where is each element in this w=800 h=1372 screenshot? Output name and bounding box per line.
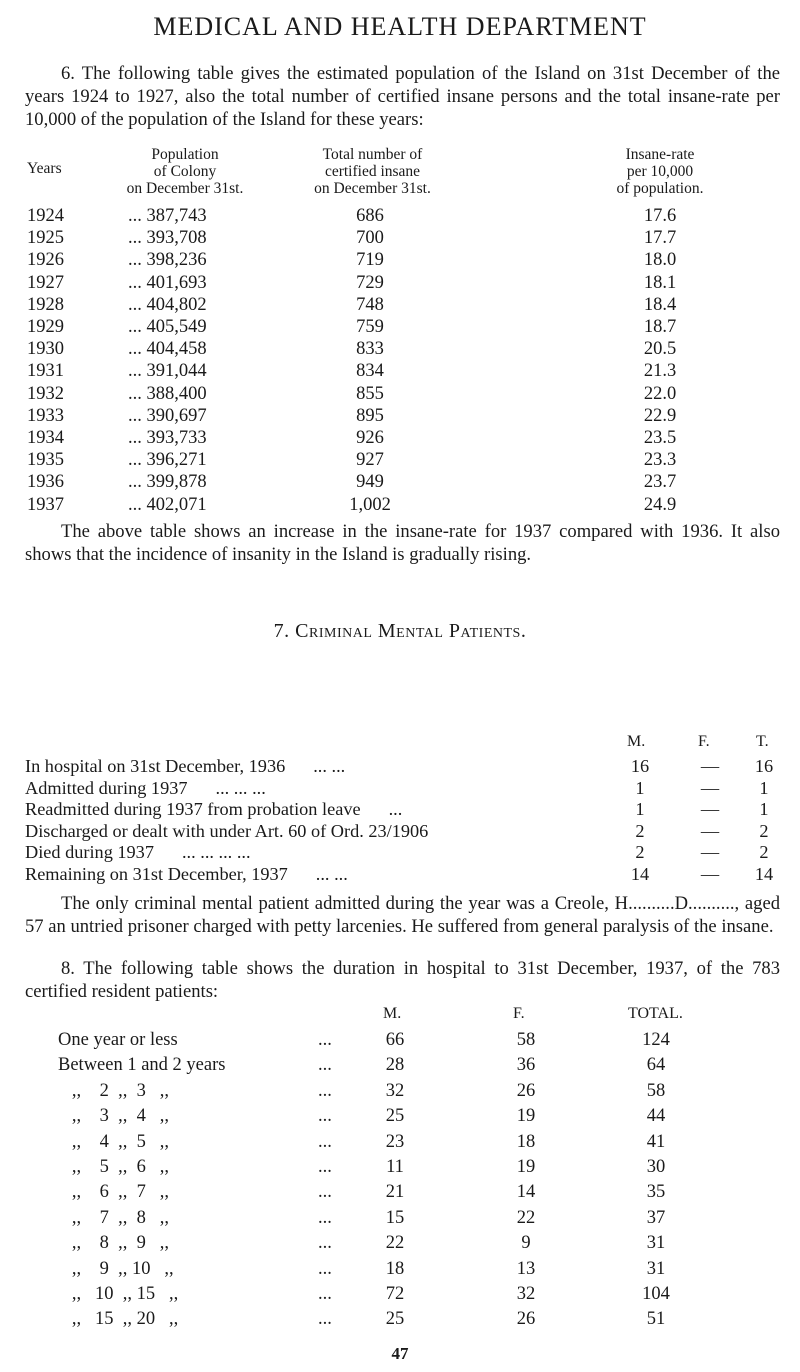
row-label	[25, 821, 625, 842]
duration-label: ,, 3 ,, 4 ,,	[58, 1106, 169, 1127]
total-count-cell: 58	[646, 1080, 666, 1101]
col-header-rate: Insane-rate per 10,000 of population.	[616, 146, 704, 197]
female-count-cell: —	[700, 842, 720, 862]
year-cell: 1935	[27, 450, 64, 471]
total-count-cell: 51	[646, 1309, 666, 1330]
col-header-f: F.	[698, 733, 710, 750]
table-row	[0, 778, 800, 799]
duration-label: One year or less	[58, 1030, 178, 1050]
table-row	[0, 1208, 800, 1233]
leader-dots: ...	[318, 1284, 332, 1304]
section-7-note: The only criminal mental patient admitted during the year was a Creole, H..........D.........., aged 57 an untried prisoner charged with petty larcenies. He suffered from general paralysis of the insane.	[25, 893, 780, 937]
duration-label: ,, 8 ,, 9 ,,	[58, 1233, 169, 1254]
female-count-cell: 19	[516, 1157, 536, 1177]
total-count-cell: 64	[646, 1055, 666, 1076]
insane-count-cell: 855	[356, 383, 384, 404]
population-cell: ... 405,549	[128, 317, 207, 337]
section-7-number: 7.	[273, 620, 296, 642]
leader-dots: ...	[318, 1157, 332, 1177]
row-label	[25, 778, 625, 799]
row-label	[25, 756, 625, 777]
insane-count-cell: 686	[356, 206, 384, 226]
insane-count-cell: 1,002	[349, 494, 391, 515]
total-count-cell: 31	[646, 1258, 666, 1279]
duration-label: ,, 6 ,, 7 ,,	[58, 1182, 169, 1203]
insane-rate-cell: 21.3	[643, 361, 677, 382]
female-count-cell: —	[700, 799, 720, 819]
year-cell: 1936	[27, 472, 64, 493]
row-label-text: Remaining on 31st December, 1937	[25, 863, 288, 884]
section-7-heading: Criminal Mental Patients.	[295, 620, 527, 642]
year-cell: 1931	[27, 361, 64, 382]
year-cell: 1924	[27, 206, 64, 226]
table-row	[0, 406, 800, 429]
table-row	[0, 1055, 800, 1080]
population-cell: ... 401,693	[128, 272, 207, 293]
table-row	[0, 472, 800, 495]
leader-dots: ...	[318, 1080, 332, 1101]
table-row	[0, 317, 800, 340]
female-count-cell: 26	[516, 1080, 536, 1101]
male-count-cell: 25	[385, 1106, 405, 1127]
col-header-f-duration: F.	[513, 1005, 525, 1022]
female-count-cell: 36	[516, 1055, 536, 1076]
year-cell: 1930	[27, 339, 64, 360]
year-cell: 1925	[27, 228, 64, 249]
insane-count-cell: 748	[356, 294, 384, 315]
insane-count-cell: 759	[356, 317, 384, 337]
population-cell: ... 404,802	[128, 294, 207, 315]
row-label-dots: ... ...	[313, 756, 346, 776]
insane-count-cell: 949	[356, 472, 384, 493]
insane-rate-cell: 24.9	[643, 494, 677, 515]
page-header: MEDICAL AND HEALTH DEPARTMENT	[153, 12, 647, 41]
insane-rate-cell: 20.5	[643, 339, 677, 360]
year-cell: 1934	[27, 428, 64, 448]
male-count-cell: 28	[385, 1055, 405, 1076]
duration-label: ,, 15 ,, 20 ,,	[58, 1309, 179, 1330]
population-cell: ... 393,733	[128, 428, 207, 448]
population-cell: ... 388,400	[128, 383, 207, 404]
col-header-m-duration: M.	[383, 1005, 402, 1022]
population-cell: ... 387,743	[128, 206, 207, 226]
table-row	[0, 1132, 800, 1157]
year-cell: 1932	[27, 383, 64, 404]
male-count-cell: 14	[630, 863, 650, 884]
insane-rate-cell: 23.5	[643, 428, 677, 448]
female-count-cell: 58	[516, 1030, 536, 1050]
insane-rate-cell: 23.7	[643, 472, 677, 493]
leader-dots: ...	[318, 1131, 332, 1152]
col-header-population: Population of Colony on December 31st.	[126, 146, 244, 197]
col-header-m: M.	[627, 733, 646, 750]
year-cell: 1937	[27, 494, 64, 515]
total-count-cell: 30	[646, 1157, 666, 1177]
female-count-cell: —	[700, 820, 720, 841]
total-count-cell: 37	[646, 1207, 666, 1228]
col-header-years: Years	[27, 160, 62, 177]
table-row	[0, 1309, 800, 1334]
population-cell: ... 404,458	[128, 339, 207, 360]
duration-label: ,, 2 ,, 3 ,,	[58, 1080, 169, 1101]
male-count-cell: 15	[385, 1207, 405, 1228]
male-count-cell: 1	[635, 777, 645, 798]
leader-dots: ...	[318, 1030, 332, 1050]
total-count-cell: 16	[754, 756, 774, 776]
table-row	[0, 361, 800, 384]
insane-rate-cell: 18.7	[643, 317, 677, 337]
year-cell: 1928	[27, 294, 64, 315]
table-row	[0, 295, 800, 318]
leader-dots: ...	[318, 1309, 332, 1330]
insane-rate-cell: 17.7	[643, 228, 677, 249]
female-count-cell: —	[700, 777, 720, 798]
leader-dots: ...	[318, 1207, 332, 1228]
row-label-text: Died during 1937	[25, 842, 154, 862]
total-count-cell: 2	[759, 842, 769, 862]
table-row	[0, 250, 800, 273]
male-count-cell: 11	[386, 1157, 404, 1177]
insane-count-cell: 895	[356, 405, 384, 426]
year-cell: 1933	[27, 405, 64, 426]
page-number: 47	[391, 1344, 409, 1363]
table-row	[0, 428, 800, 451]
male-count-cell: 2	[635, 820, 645, 841]
population-cell: ... 391,044	[128, 361, 207, 382]
table-row	[0, 206, 800, 229]
male-count-cell: 22	[385, 1233, 405, 1254]
leader-dots: ...	[318, 1055, 332, 1076]
insane-rate-cell: 23.3	[643, 450, 677, 471]
table-row	[0, 1233, 800, 1258]
male-count-cell: 16	[630, 756, 650, 776]
population-cell: ... 402,071	[128, 494, 207, 515]
table-row	[0, 842, 800, 863]
female-count-cell: 13	[516, 1258, 536, 1279]
total-count-cell: 2	[759, 820, 769, 841]
table-row	[0, 1259, 800, 1284]
population-cell: ... 396,271	[128, 450, 207, 471]
insane-count-cell: 926	[356, 428, 384, 448]
year-cell: 1926	[27, 250, 64, 271]
female-count-cell: 14	[516, 1182, 536, 1203]
insane-count-cell: 834	[356, 361, 384, 382]
female-count-cell: 26	[516, 1309, 536, 1330]
insane-rate-cell: 18.4	[643, 294, 677, 315]
row-label-dots: ...	[388, 799, 403, 819]
insane-count-cell: 700	[356, 228, 384, 249]
total-count-cell: 104	[642, 1284, 670, 1304]
row-label-text: Admitted during 1937	[25, 777, 188, 798]
duration-label: ,, 7 ,, 8 ,,	[58, 1207, 169, 1228]
male-count-cell: 23	[385, 1131, 405, 1152]
population-cell: ... 390,697	[128, 405, 207, 426]
section-6-intro: 6. The following table gives the estimated population of the Island on 31st December of the years 1924 to 1927, also the total number of certified insane persons and the total insane-rate per 10,000 of the population of the Island for these years:	[25, 63, 780, 130]
leader-dots: ...	[318, 1233, 332, 1254]
population-cell: ... 399,878	[128, 472, 207, 493]
table-row	[0, 1182, 800, 1207]
male-count-cell: 32	[385, 1080, 405, 1101]
year-cell: 1927	[27, 272, 64, 293]
duration-label: Between 1 and 2 years	[58, 1055, 226, 1076]
section-6-conclusion: The above table shows an increase in the insane-rate for 1937 compared with 1936. It also shows that the incidence of insanity in the Island is gradually rising.	[25, 521, 780, 565]
row-label-dots: ... ... ...	[215, 777, 266, 798]
insane-rate-cell: 18.0	[643, 250, 677, 271]
section-8-intro: 8. The following table shows the duration in hospital to 31st December, 1937, of the 783 certified resident patients:	[25, 958, 780, 1002]
duration-label: ,, 5 ,, 6 ,,	[58, 1157, 169, 1177]
duration-label: ,, 10 ,, 15 ,,	[58, 1284, 179, 1304]
col-header-insane: Total number of certified insane on December 31st.	[314, 146, 431, 197]
male-count-cell: 2	[635, 842, 645, 862]
table-row	[0, 384, 800, 407]
table-row	[0, 864, 800, 885]
insane-count-cell: 719	[356, 250, 384, 271]
total-count-cell: 1	[759, 799, 769, 819]
total-count-cell: 14	[754, 863, 774, 884]
population-cell: ... 393,708	[128, 228, 207, 249]
insane-rate-cell: 17.6	[643, 206, 677, 226]
row-label-dots: ... ... ... ...	[181, 842, 251, 862]
female-count-cell: 9	[521, 1233, 531, 1254]
row-label	[25, 799, 625, 820]
total-count-cell: 124	[642, 1030, 670, 1050]
total-count-cell: 44	[646, 1106, 666, 1127]
table-row	[0, 1157, 800, 1182]
table-row	[0, 821, 800, 842]
table-row	[0, 228, 800, 251]
female-count-cell: 19	[516, 1106, 536, 1127]
table-row	[0, 756, 800, 777]
row-label-dots: ... ...	[315, 863, 348, 884]
col-header-t: T.	[756, 733, 769, 750]
row-label	[25, 842, 625, 863]
male-count-cell: 66	[385, 1030, 405, 1050]
male-count-cell: 21	[385, 1182, 405, 1203]
total-count-cell: 31	[646, 1233, 666, 1254]
insane-rate-cell: 18.1	[643, 272, 677, 293]
female-count-cell: 32	[516, 1284, 536, 1304]
table-row	[0, 495, 800, 518]
table-row	[0, 1030, 800, 1055]
table-row	[0, 450, 800, 473]
male-count-cell: 18	[385, 1258, 405, 1279]
insane-count-cell: 729	[356, 272, 384, 293]
female-count-cell: 18	[516, 1131, 536, 1152]
total-count-cell: 1	[759, 777, 769, 798]
leader-dots: ...	[318, 1258, 332, 1279]
total-count-cell: 35	[646, 1182, 666, 1203]
insane-count-cell: 927	[356, 450, 384, 471]
duration-label: ,, 9 ,, 10 ,,	[58, 1258, 174, 1279]
population-cell: ... 398,236	[128, 250, 207, 271]
male-count-cell: 72	[385, 1284, 405, 1304]
total-count-cell: 41	[646, 1131, 666, 1152]
male-count-cell: 1	[635, 799, 645, 819]
male-count-cell: 25	[385, 1309, 405, 1330]
table-row	[0, 799, 800, 820]
row-label-text: Readmitted during 1937 from probation leave	[25, 799, 361, 819]
table-row	[0, 1081, 800, 1106]
table-row	[0, 1106, 800, 1131]
table-row	[0, 273, 800, 296]
leader-dots: ...	[318, 1182, 332, 1203]
row-label-text: In hospital on 31st December, 1936	[25, 756, 286, 776]
duration-label: ,, 4 ,, 5 ,,	[58, 1131, 169, 1152]
insane-count-cell: 833	[356, 339, 384, 360]
female-count-cell: —	[700, 756, 720, 776]
female-count-cell: —	[700, 863, 720, 884]
leader-dots: ...	[318, 1106, 332, 1127]
year-cell: 1929	[27, 317, 64, 337]
table-row	[0, 1284, 800, 1309]
insane-rate-cell: 22.0	[643, 383, 677, 404]
table-row	[0, 339, 800, 362]
insane-rate-cell: 22.9	[643, 405, 677, 426]
section-7-title	[0, 620, 800, 643]
row-label-text: Discharged or dealt with under Art. 60 of Ord. 23/1906	[25, 820, 429, 841]
col-header-total-duration: TOTAL.	[628, 1005, 683, 1022]
female-count-cell: 22	[516, 1207, 536, 1228]
row-label	[25, 864, 625, 885]
